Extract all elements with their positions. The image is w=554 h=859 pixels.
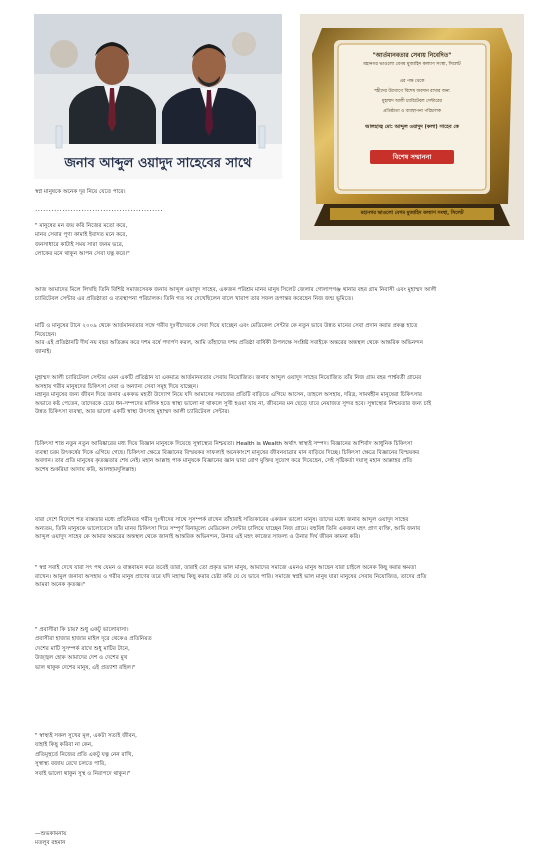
expatriate-verse: " প্রবাসীরা কি চায়? শুধু একটু ভালোবাসা। প্রবাসীরা হাজার হাজার মাইল দূরে থেকেও প্রতিনিয়ত দেশের মাটি সুসম্পর্ক রাখে শুধু মাটির টানে, উজ্জ্বল হোক আমাদের দেশ ও দেশের মুখ ভাল থাকুক দেশের মানুষ, এই প্রত্যাশা রহিল।"	[35, 627, 152, 671]
photo-caption: জনাব আব্দুল ওয়াদুদ সাহেবের সাথে	[64, 156, 252, 171]
signature: —শুভকামনায় মতলুব রহমান	[35, 831, 67, 846]
plaque-recipient-name: আলহাজ্ব মো: আব্দুল ওয়াদুদ (কলা) সাহেব কে	[365, 124, 459, 130]
plaque-award-title: বিশেষ সম্মাননা	[392, 153, 432, 161]
award-plaque-photo	[300, 14, 524, 240]
paragraph-2: মাটি ও মানুষের টানে ২০০৯ থেকে আর্তমানবতার সঙ্গে গরীব দুঃখীদেরকে সেবা দিয়ে যাচ্ছেন এবং মেডিকেল সেন্টার কে নতুন ভাবে উন্নত মানের সেবা প্রদান করার প্রকল্প হাতে নিয়েছেন। আর এই প্রতিষ্ঠানটি দীর্ঘ নয় বছর অতিক্রম করে দশম বর্ষে পদার্পণ করল, আমি তাঁহাদের দশম প্রতিষ্ঠা বার্ষিকী উপলক্ষে সংশ্লিষ্ট সবাইকে অন্তরের অন্তস্থল থেকে আন্তরিক অভিনন্দন জানাই।	[35, 323, 424, 355]
plaque-line-3: মুহাম্মদ আলী চ্যারিটেবল সেন্টারের	[382, 99, 442, 104]
intro-line: স্বপ্ন মানুষকে অনেক দূর নিয়ে যেতে পারে।	[35, 189, 126, 195]
plaque-heading: "আর্তমানবতার সেবায় নিবেদিত"	[372, 52, 452, 59]
plaque-org: মহানগর ভাওলো বেগম মুজাহিদ কল্যাণ সংস্থা, সিলেট	[363, 62, 461, 67]
plaque-footer: মহানগর ভাওলো বেগম মুজাহিদ কল্যাণ সংস্থা, সিলেট	[360, 211, 464, 216]
dotted-separator: ...............................................	[35, 205, 164, 213]
paragraph-5: যারা দেশে বিদেশে শত ব্যস্ততার মধ্যে প্রতিনিয়ত গরীব দুঃখীদের সাথে সুসম্পর্ক রাখেন তাঁহারাই সত্যিকারের একজন ভালো মানুষ। তাদের মধ্যে জনাব আব্দুল ওয়াদুদ সাহেব অন্যতম, তিনি মানুষকে ভালোবেসে তাঁর মানব চিকিৎসা দিয়ে সম্পূর্ণ বিনামূল্যে মেডিকেল সেন্টার চালিয়ে যাচ্ছেন নিজ গ্রামে। বহুবিধ তিনি একজন মহৎ প্রাণ ব্যক্তি, আমি জনাব আব্দুল ওয়াদুদ সাহেব কে আমার অন্তরের অন্তস্থল থেকে জানাই আন্তরিক অভিনন্দন, উনার এই মহৎ কাজের সাফল্য ও উনার দির্ঘ জীবন কামনা করি।	[35, 517, 421, 541]
paragraph-1: আজ আমাদের মিলে লিখছি তিনি বিশিষ্ট সমাজসেবক জনাব আব্দুল ওয়াদুদ সাহেব, একজন পরিশ্রম মানব মানুষ সিলেট জেলার গোলাপগঞ্জ থানার বহর গ্রাম নিবাসী এবং মুহাম্মদ আলী চ্যারিটেবল সেন্টার এর প্রতিষ্ঠাতা ও ব্যবস্থাপনা পরিচালক। তিনি গত সব দেখেছিলেন বালে খারাপ তার সফল রূপান্তর করেছেন নিজ জন্ম ভূমিতে।	[35, 287, 437, 302]
health-verse: " স্বাস্থ্যই সকল সুখের মূল, একটা সত্যই জীবন, যাহাই কিছু করিবা না কেন, প্রতিমূহুর্তে নিজের প্রতি একটু যত্ন নেন রাখি, সুস্বাস্থ্য বজায় রেখে চলতে পারি, সবাই ভালো থাকুন সুস্থ ও নিরাপদে থাকুন।"	[35, 733, 137, 777]
plaque-line-4: প্রতিষ্ঠাতা ও ব্যবস্থাপনা পরিচালক	[383, 109, 441, 114]
portrait-photo	[34, 14, 282, 179]
plaque-line-2: শহীদের উদ্যোগে বিশেষ অবদান রাখার জন্য	[374, 89, 450, 94]
paragraph-4: চিকিৎসা শাস্ত্র নতুন নতুন আবিষ্কারের মধ্য দিয়ে বিজ্ঞান মানুষকে দিয়েছে সুস্বাস্থ্যের নিশ্চয়তা। Health is Wealth অর্থাৎ স্বাস্থ্যই সম্পদ। বিজ্ঞানের আশির্বাদ আধুনিক চিকিৎসা ব্যবস্থা চরম উৎকর্ষের দিকে এগিয়ে গেছে। চিকিৎসা ক্ষেত্রে বিজ্ঞানের বিস্ময়কর সাফল্যই অনেকাংশে মানুষের জীবনযাত্রার মান বাড়িয়ে দিচ্ছে। চিকিৎসা ক্ষেত্রে বিজ্ঞানের বিস্ময়কর অবদান। তার প্রতি মানুষের কৃতজ্ঞতার শেষ নেই। মহান আল্লাহ পাক মানুষকে বিজ্ঞানের জ্ঞান দ্বারা রোগ মুক্তির সুযোগ করে দিয়েছেন, সেই সৃষ্টিকর্তা দয়ালু মহান আল্লাহর প্রতি অশেষ শুকরিয়া আদায় করি, আলহামদুলিল্লাহ।	[35, 441, 420, 473]
plaque-line-1: এর পক্ষ থেকে	[399, 79, 425, 84]
paragraph-6: " স্বপ্ন সবাই দেখে যারা সৎ পথ যেমন ও বাস্তবায়ন করে তবেই তারা, তারাই তো প্রকৃত ভাল মানুষ, আমাদের সমাজে এমনও মানুষ আছেন যারা চাইলে অনেক কিছু করার ক্ষমতা রাখেন। আমুল জনাবা অসহায় ও গরীব মানুষ প্রাণের তরে যদি মহাত্ম কিছু করার চেষ্টা করি যে যে ভাবে পারি। সমাজে স্বপ্নই ভাল মানুষ যারা মানুষের সেবায় নিয়োজিত, তাদের প্রতি আমরা অনেক কৃতজ্ঞ।"	[35, 565, 427, 589]
opening-verse: " মানুষের মন জয় করি নিজের মতো করে, মানব সেবার পুণ্য কামাই ইবাদত মনে করে, জনসাধারে কাটাই সময় সারা জনম ভরে, লোকের মনে থাকুন আপন সেবা যত্ন করে।"	[35, 223, 130, 258]
paragraph-3: মুহাম্মদ আলী চ্যারিটেবল সেন্টার এমন একটি প্রতিষ্ঠান যা একমাত্র আর্তমানবতার সেবায় নিয়োজিত। জনাব আব্দুল ওয়াদুদ সাহেব নিয়োজিত তাঁর নিজ গ্রাম বহর পার্শ্ববর্তী গ্রামের অসহায় গরীব মানুষদের চিকিৎসা সেবা ও অন্যান্য সেবা সমূহ দিয়ে যাচ্ছেন। মহানুর মানুষের জন্য জীবন দিয়ে জনাব এককভ মহতী উদ্যোগ নিয়ে যদি আমাদের সমাজের প্রতিটি বাড়িতে এগিয়ে আসেন, তাহলে অসহায়, দরিদ্র, সামর্থহীন মানুষেরা চিকিৎসার অভাবে কষ্ট পেতেন, তাদেরকে চেয়ে ধন-সম্পদের মালিক হতে স্বাস্থ্য ভালো না থাকলে সুখী হওয়া যায় না, জীবনের মন ছেড়ে যাবে নেয়াজত সুন্দর হবে। সুস্বাস্থ্যের নিশ্চয়তার জন্য চাই উন্নত চিকিৎসা ব্যবস্থা, আর ভালো একটি স্বাস্থ্য উৎসাহ মুহাম্মদ আলী চ্যারিটেবল সেন্টার।	[35, 375, 432, 416]
